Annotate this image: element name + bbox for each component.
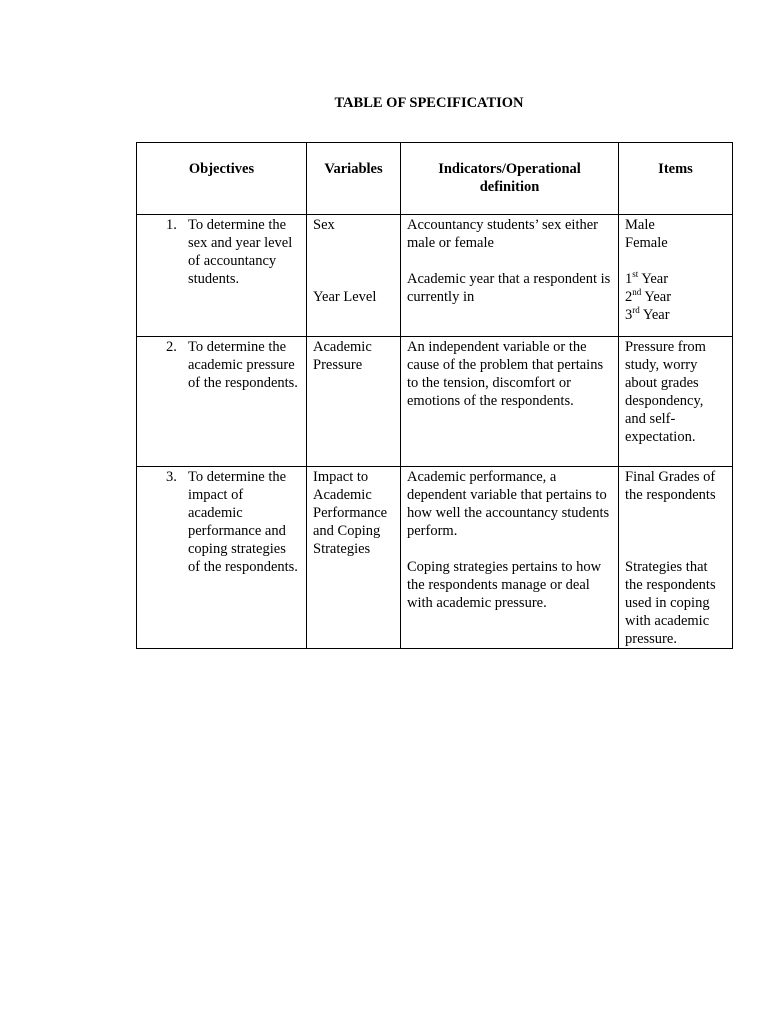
table-row	[137, 467, 733, 649]
table-row	[137, 215, 733, 337]
variable-text: Academic Pressure	[313, 339, 372, 373]
table-header-row	[137, 143, 733, 215]
indicator-text: Academic year that a respondent is currently in	[407, 271, 611, 305]
variable-cell	[307, 215, 401, 337]
indicator-cell	[401, 337, 619, 467]
variable-text: Year Level	[313, 289, 377, 305]
objective-text: To determine the sex and year level of accountancy students.	[188, 217, 293, 287]
table-row	[137, 337, 733, 467]
objective-text: To determine the impact of academic performance and coping strategies of the respondents.	[188, 469, 298, 575]
header-objectives: Objectives	[137, 143, 307, 215]
items-cell	[619, 215, 733, 337]
objective-number: 3.	[166, 469, 177, 485]
variable-cell	[307, 467, 401, 649]
items-cell	[619, 467, 733, 649]
objective-number: 2.	[166, 339, 177, 355]
items-text: Male	[625, 217, 655, 233]
header-indicators	[401, 143, 619, 215]
indicator-text: Academic performance, a dependent variable that pertains to how well the accountancy students perform.	[407, 469, 610, 539]
year-item-1: 1st Year	[625, 269, 669, 287]
objective-text: To determine the academic pressure of the respondents.	[188, 339, 298, 391]
header-indicators-line2: definition	[479, 179, 540, 195]
header-variables: Variables	[307, 143, 401, 215]
indicator-cell	[401, 215, 619, 337]
objective-number: 1.	[166, 217, 177, 233]
indicator-text: Coping strategies pertains to how the respondents manage or deal with academic pressure.	[407, 559, 602, 611]
variable-text: Sex	[313, 217, 335, 233]
variable-cell	[307, 337, 401, 467]
items-cell	[619, 337, 733, 467]
variable-text: Impact to Academic Performance and Coping Strategies	[313, 469, 388, 557]
items-text: Strategies that the respondents used in coping with academic pressure.	[625, 559, 716, 647]
year-item-3: 3rd Year	[625, 305, 670, 323]
items-text: Female	[625, 235, 668, 251]
objective-cell	[137, 467, 307, 649]
objective-cell	[137, 337, 307, 467]
items-text: Final Grades of the respondents	[625, 469, 716, 503]
objective-cell	[137, 215, 307, 337]
specification-table	[136, 142, 733, 649]
indicator-text: Accountancy students’ sex either male or female	[407, 217, 598, 251]
items-text: Pressure from study, worry about grades despondency, and self-expectation.	[625, 339, 706, 445]
indicator-cell	[401, 467, 619, 649]
page-title: TABLE OF SPECIFICATION	[334, 95, 524, 111]
year-item-2: 2nd Year	[625, 287, 672, 305]
header-items: Items	[619, 143, 733, 215]
indicator-text: An independent variable or the cause of the problem that pertains to the tension, discomfort or emotions of the respondents.	[407, 339, 604, 409]
header-indicators-line1: Indicators/Operational	[438, 161, 581, 177]
